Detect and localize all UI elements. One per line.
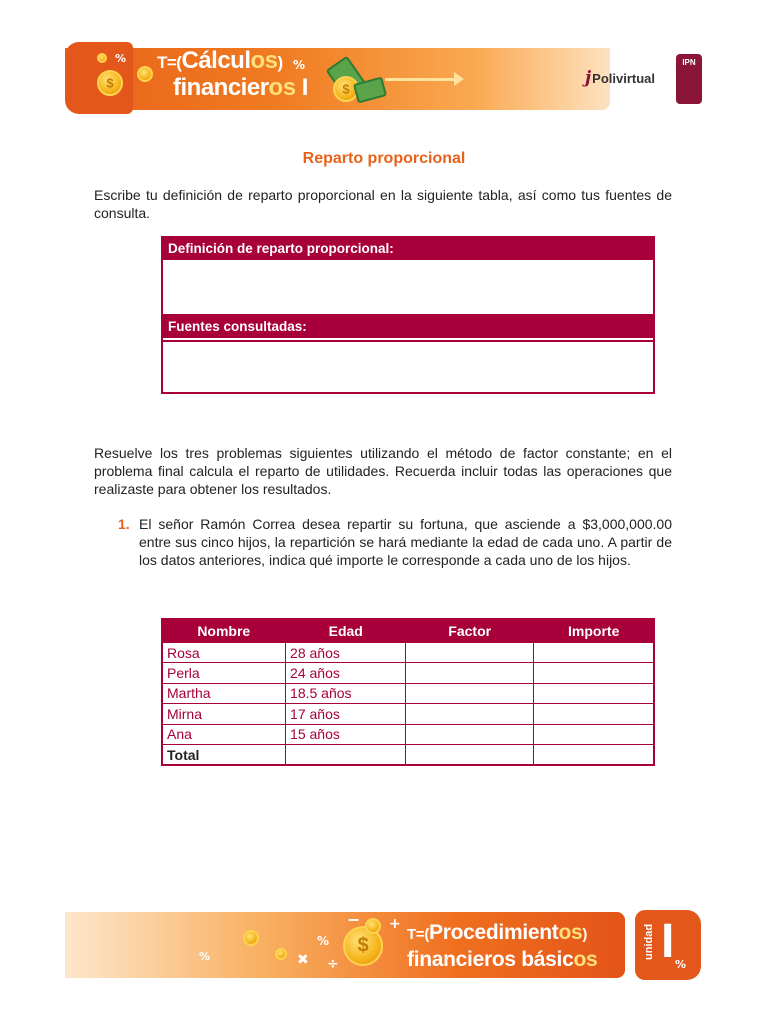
plus-icon: + [389, 916, 401, 932]
cell-nombre: Mirna [162, 704, 286, 725]
coin-icon [365, 918, 381, 934]
cell-nombre: Rosa [162, 642, 286, 663]
cell-importe[interactable] [533, 663, 654, 684]
table-row [162, 642, 654, 663]
divide-icon: ÷ [327, 956, 339, 972]
coin-icon [137, 66, 153, 82]
unit-number: I [661, 915, 675, 968]
footer-unit-title: T=(Procedimientos) financieros básicos [407, 921, 598, 971]
sources-header: Fuentes consultadas: [163, 316, 653, 338]
cell-total-edad[interactable] [286, 745, 406, 766]
cell-nombre: Martha [162, 683, 286, 704]
table-row [162, 683, 654, 704]
cell-importe[interactable] [533, 642, 654, 663]
percent-icon: % [199, 950, 211, 963]
header-course-title: T=(Cálculos) financieros I [157, 47, 308, 101]
problem-1 [118, 515, 672, 569]
coin-icon [275, 948, 287, 960]
definition-box [161, 236, 655, 394]
header-banner [65, 40, 705, 116]
instructions-paragraph: Resuelve los tres problemas siguientes utilizando el método de factor constante; en el problema final calcula el reparto de utilidades. Recuerda incluir todas las operaciones que realizaste para obtener los resultados. [94, 445, 672, 497]
cell-factor[interactable] [406, 683, 533, 704]
cell-factor[interactable] [406, 724, 533, 745]
column-header-importe: Importe [533, 619, 654, 642]
sources-answer-area[interactable] [163, 340, 653, 394]
cell-importe[interactable] [533, 704, 654, 725]
cell-nombre: Perla [162, 663, 286, 684]
table-total-row [162, 745, 654, 766]
intro-paragraph: Escribe tu definición de reparto proporcional en la siguiente tabla, así como tus fuentes de consulta. [94, 187, 672, 221]
problem-text: El señor Ramón Correa desea repartir su fortuna, que asciende a $3,000,000.00 entre sus cinco hijos, la repartición se hará mediante la edad de cada uno. A partir de los datos anteriores, indica qué importe le corresponde a cada uno de los hijos. [139, 516, 672, 568]
table-row [162, 724, 654, 745]
cell-factor[interactable] [406, 663, 533, 684]
unit-badge [635, 910, 701, 980]
minus-icon: − [347, 910, 361, 929]
footer-banner [65, 908, 705, 982]
cell-factor[interactable] [406, 642, 533, 663]
coin-icon: $ [97, 70, 123, 96]
column-header-factor: Factor [406, 619, 533, 642]
percent-icon: % [675, 958, 687, 971]
column-header-edad: Edad [286, 619, 406, 642]
table-row [162, 704, 654, 725]
cell-edad: 15 años [286, 724, 406, 745]
arrow-icon [385, 78, 455, 81]
cell-edad: 28 años [286, 642, 406, 663]
polivirtual-logo: jPolivirtual [585, 68, 656, 88]
cell-factor[interactable] [406, 704, 533, 725]
cell-edad: 24 años [286, 663, 406, 684]
cell-importe[interactable] [533, 683, 654, 704]
coin-icon: $ [343, 926, 383, 966]
table-header-row [162, 619, 654, 642]
ipn-logo: IPN [676, 54, 702, 104]
cell-edad: 18.5 años [286, 683, 406, 704]
problem-number: 1. [118, 516, 130, 532]
page-title: Reparto proporcional [302, 150, 466, 167]
cell-nombre: Ana [162, 724, 286, 745]
definition-header: Definición de reparto proporcional: [163, 238, 653, 260]
cell-importe[interactable] [533, 724, 654, 745]
cell-edad: 17 años [286, 704, 406, 725]
coin-icon [243, 930, 259, 946]
unit-label: unidad [643, 923, 655, 960]
column-header-nombre: Nombre [162, 619, 286, 642]
multiply-icon: ✖ [297, 952, 309, 968]
total-label: Total [162, 745, 286, 766]
percent-icon: % [115, 52, 127, 65]
percent-icon: % [293, 58, 306, 72]
cell-total-importe[interactable] [533, 745, 654, 766]
definition-answer-area[interactable] [163, 260, 653, 316]
coin-icon: $ [333, 76, 359, 102]
cell-total-factor[interactable] [406, 745, 533, 766]
percent-icon: % [317, 934, 330, 948]
inheritance-table [161, 618, 655, 766]
table-row [162, 663, 654, 684]
coin-icon [97, 53, 107, 63]
